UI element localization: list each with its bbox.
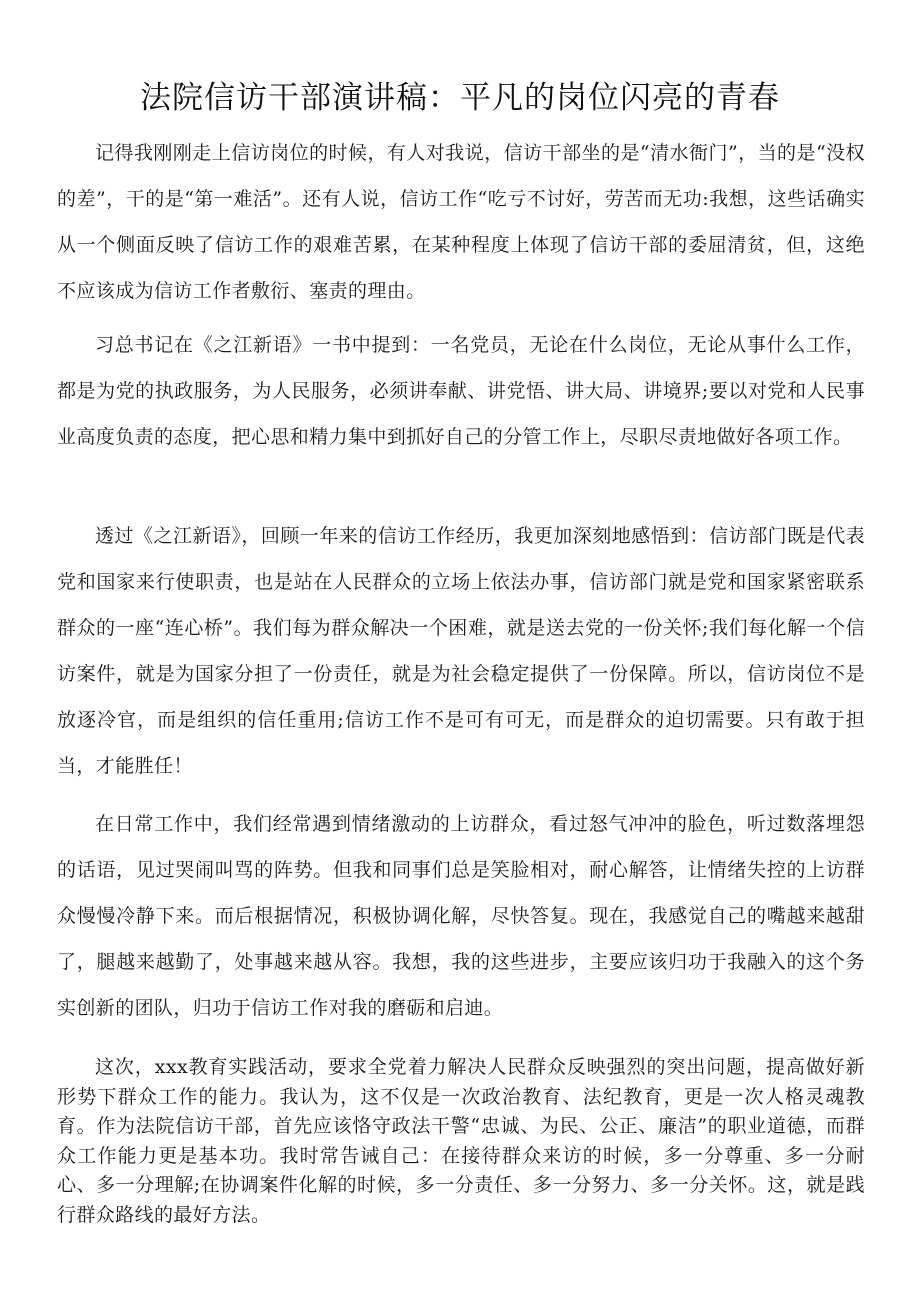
paragraph-4: 在日常工作中，我们经常遇到情绪激动的上访群众，看过怒气冲冲的脸色，听过数落埋怨的话语，见过哭闹叫骂的阵势。但我和同事们总是笑脸相对，耐心解答，让情绪失控的上访群众慢慢冷静下来。而后根据情况，积极协调化解，尽快答复。现在，我感觉自己的嘴越来越甜了，腿越来越勤了，处事越来越从容。我想，我的这些进步，主要应该归功于我融入的这个务实创新的团队，归功于信访工作对我的磨砺和启迪。 [57, 813, 865, 1019]
paragraph-3: 透过《之江新语》，回顾一年来的信访工作经历，我更加深刻地感悟到：信访部门既是代表党和国家来行使职责，也是站在人民群众的立场上依法办事，信访部门就是党和国家紧密联系群众的一座“连心桥”。我们每为群众解决一个困难，就是送去党的一份关怀;我们每化解一个信访案件，就是为国家分担了一份责任，就是为社会稳定提供了一份保障。所以，信访岗位不是放逐冷官，而是组织的信任重用;信访工作不是可有可无，而是群众的迫切需要。只有敢于担当，才能胜任！ [57, 525, 865, 777]
document-title: 法院信访干部演讲稿：平凡的岗位闪亮的青春 [140, 80, 780, 116]
paragraph-5: 这次，xxx教育实践活动，要求全党着力解决人民群众反映强烈的突出问题，提高做好新形势下群众工作的能力。我认为，这不仅是一次政治教育、法纪教育，更是一次人格灵魂教育。作为法院信访干部，首先应该恪守政法干警“忠诚、为民、公正、廉洁”的职业道德，而群众工作能力更是基本功。我时常告诫自己：在接待群众来访的时候，多一分尊重、多一分耐心、多一分理解;在协调案件化解的时候，多一分责任、多一分努力、多一分关怀。这，就是践行群众路线的最好方法。 [57, 1056, 865, 1226]
paragraph-2: 习总书记在《之江新语》一书中提到：一名党员，无论在什么岗位，无论从事什么工作，都是为党的执政服务，为人民服务，必须讲奉献、讲党悟、讲大局、讲境界;要以对党和人民事业高度负责的态度，把心思和精力集中到抓好自己的分管工作上，尽职尽责地做好各项工作。 [57, 334, 865, 448]
paragraph-1: 记得我刚刚走上信访岗位的时候，有人对我说，信访干部坐的是“清水衙门”，当的是“没权的差”，干的是“第一难活”。还有人说，信访工作“吃亏不讨好，劳苦而无功:我想，这些话确实从一个侧面反映了信访工作的艰难苦累，在某种程度上体现了信访干部的委屈清贫，但，这绝不应该成为信访工作者敷衍、塞责的理由。 [57, 142, 865, 302]
